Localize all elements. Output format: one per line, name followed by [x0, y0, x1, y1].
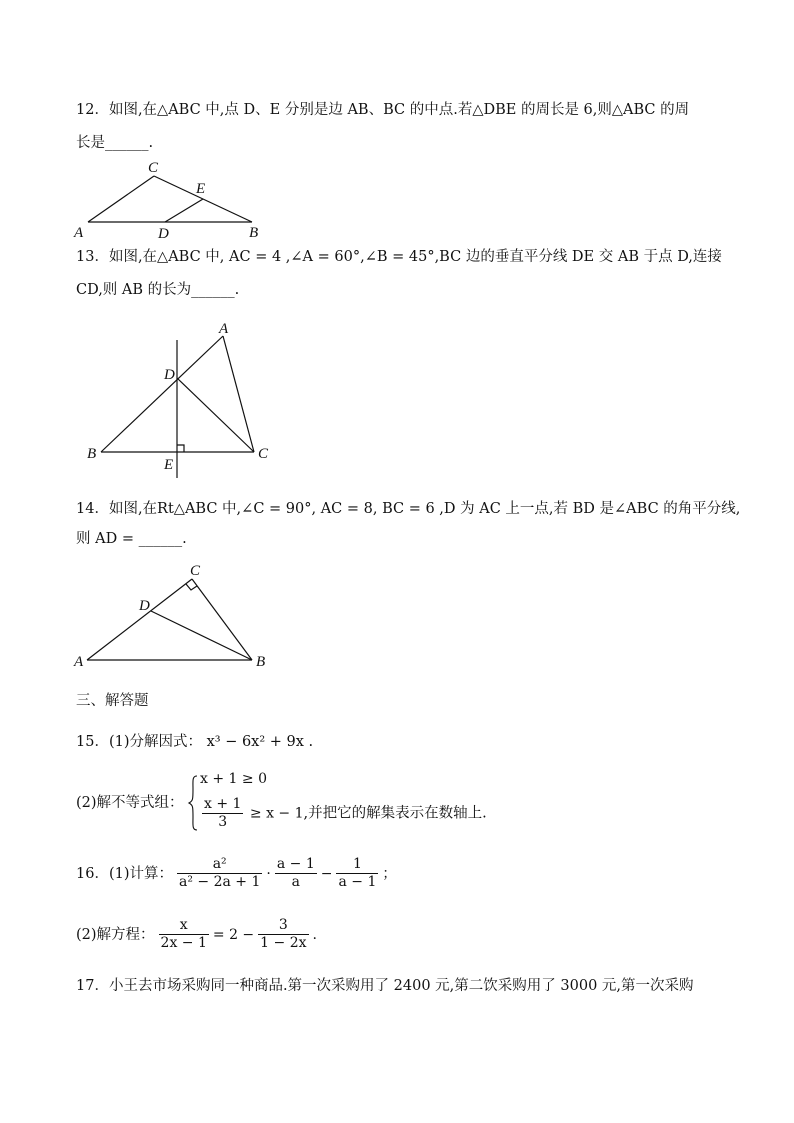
fig12-label-b: B — [249, 225, 259, 241]
q16-fraction-1 — [177, 856, 262, 891]
fig14-label-c: C — [190, 563, 201, 579]
q16-f2-num: a − 1 — [276, 856, 315, 872]
q15-part1: 15．(1)分解因式： x³ − 6x² + 9x . — [76, 734, 314, 750]
q16-f2-den: a — [291, 874, 300, 890]
q16-part1 — [76, 856, 396, 891]
q16-part1-tail: ； — [382, 865, 397, 882]
fig13-label-d: D — [164, 367, 175, 383]
q16-eq: = 2 − — [212, 926, 255, 943]
q16-f3-num: 1 — [336, 856, 378, 874]
ineq2-rhs: ≥ x − 1 — [249, 805, 304, 822]
q16-fraction-2 — [275, 856, 317, 891]
system-brace — [188, 775, 198, 831]
ineq2-den: 3 — [218, 814, 228, 830]
ineq2 — [200, 796, 487, 831]
q16-g2-den: 1 − 2x — [260, 935, 307, 951]
q16-dot: · — [266, 865, 271, 882]
q16-g1-den: 2x − 1 — [160, 935, 207, 951]
fig12-label-c: C — [148, 160, 159, 176]
q16-part2-tail: . — [312, 926, 317, 943]
q14-line2: 则 AD = ______. — [76, 531, 187, 547]
q16-fraction-g1 — [159, 917, 209, 952]
q16-fraction-g2 — [258, 917, 308, 952]
fig13-label-a: A — [219, 321, 229, 337]
fig14-label-a: A — [74, 654, 84, 670]
q16-f1-num: a² — [177, 856, 262, 874]
q16-part2 — [76, 917, 317, 952]
q15-part2-label: (2)解不等式组： — [76, 795, 184, 811]
q13-line1: 13．如图,在△ABC 中, AC = 4 ,∠A = 60°,∠B = 45°,BC 边的垂直平分线 DE 交 AB 于点 D,连接 — [76, 249, 722, 265]
fig12-label-a: A — [74, 225, 84, 241]
q12-line1: 12．如图,在△ABC 中,点 D、E 分别是边 AB、BC 的中点.若△DBE 的周长是 6,则△ABC 的周 — [76, 102, 690, 118]
section-heading: 三、解答题 — [76, 693, 149, 709]
q13-line2: CD,则 AB 的长为______. — [76, 282, 240, 298]
fig14-label-b: B — [256, 654, 266, 670]
fig13-label-c: C — [258, 446, 269, 462]
q16-minus: − — [320, 865, 333, 882]
q16-g1-num: x — [159, 917, 209, 935]
q16-part2-label: (2)解方程： — [76, 926, 155, 943]
q15-part2-tail: ,并把它的解集表示在数轴上. — [303, 805, 487, 822]
q12-line2: 长是______. — [76, 135, 154, 151]
q16-f1-den: a² − 2a + 1 — [179, 874, 261, 890]
fig12-label-e: E — [196, 181, 206, 197]
fig12-label-d: D — [158, 226, 169, 242]
fig14-label-d: D — [139, 598, 150, 614]
ineq2-num: x + 1 — [204, 796, 242, 812]
q17-line1: 17．小王去市场采购同一种商品.第一次采购用了 2400 元,第二饮采购用了 3000 元,第一次采购 — [76, 978, 694, 994]
fig13-label-e: E — [164, 457, 174, 473]
q16-fraction-3 — [336, 856, 378, 891]
q16-g2-num: 3 — [258, 917, 308, 935]
ineq2-fraction — [202, 796, 243, 831]
q16-f3-den: a − 1 — [338, 874, 377, 890]
ineq1: x + 1 ≥ 0 — [200, 771, 267, 787]
q14-line1: 14．如图,在Rt△ABC 中,∠C = 90°, AC = 8, BC = 6 ,D 为 AC 上一点,若 BD 是∠ABC 的角平分线, — [76, 501, 741, 517]
q16-part1-label: 16．(1)计算： — [76, 865, 173, 882]
fig13-label-b: B — [87, 446, 97, 462]
